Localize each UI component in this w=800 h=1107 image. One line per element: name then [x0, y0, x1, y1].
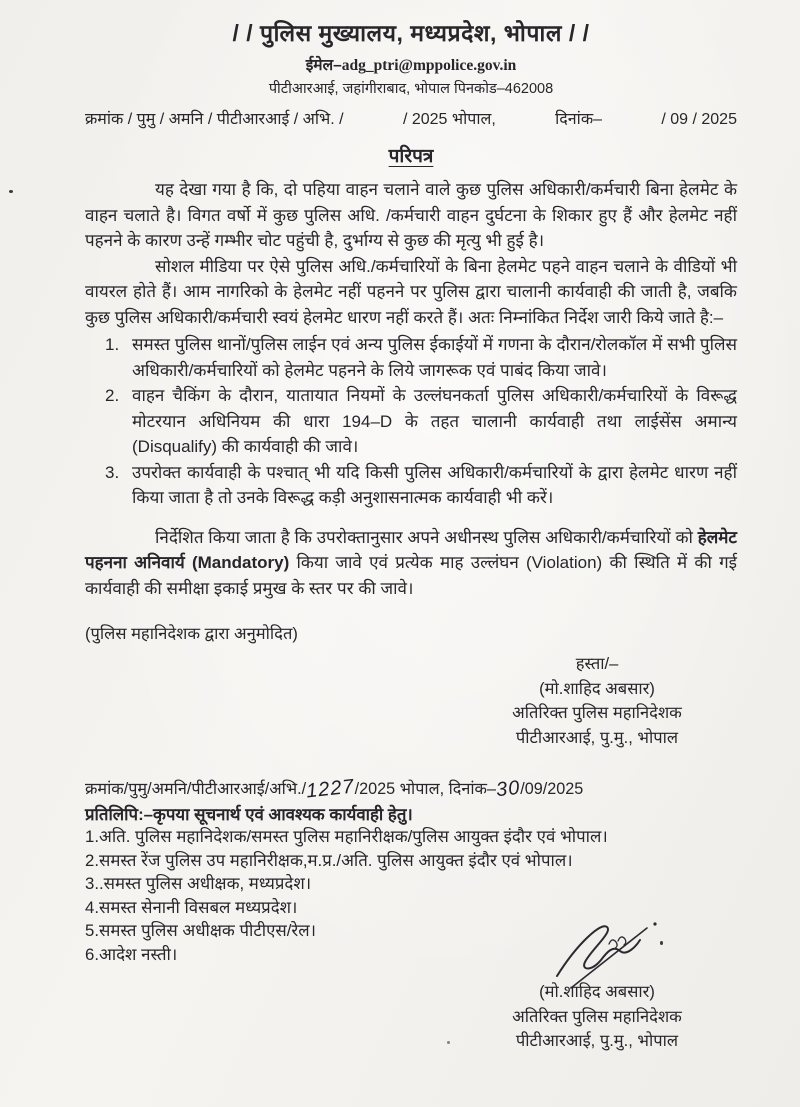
- copy-item-4: 4.समस्त सेनानी विसबल मध्यप्रदेश।: [85, 897, 298, 917]
- copy-item-3: 3..समस्त पुलिस अधीक्षक, मध्यप्रदेश।: [85, 874, 312, 893]
- copy-item-2: 2.समस्त रेंज पुलिस उप महानिरीक्षक,म.प्र./अति. पुलिस आयुक्त इंदौर एवं भोपाल।: [85, 850, 573, 870]
- paragraph-2: सोशल मीडिया पर ऐसे पुलिस अधि./कर्मचारियों के बिना हेलमेट पहने वाहन चलाने के वीडियों भी वायरल होते हैं। आम नागरिको के हेलमेट नहीं पहनने पर पुलिस द्वारा चालानी कार्यवाही की जाती है, जबकि कुछ पुलिस अधिकारी/कर्मचारी स्वयं हेलमेट धारण नहीं करते हैं। अतः निम्नांकित निर्देश जारी किये जाते है:–: [85, 256, 737, 327]
- copy-item-6: 6.आदेश नस्ती।: [85, 944, 178, 964]
- signature-scribble: [543, 918, 673, 996]
- scan-speck: [660, 941, 663, 945]
- document-title: परिपत्र: [388, 146, 434, 167]
- paragraph-3-prefix: निर्देशित किया जाता है कि उपरोक्तानुसार अपने अधीनस्थ पुलिस अधिकारी/कर्मचारियों को: [155, 527, 698, 547]
- dispatch-reference-line: [85, 775, 737, 803]
- ref1-middle: / 2025 भोपाल,: [402, 111, 496, 128]
- directive-number-1: 1.: [105, 335, 120, 354]
- paragraph-1: यह देखा गया है कि, दो पहिया वाहन चलाने वाले कुछ पुलिस अधिकारी/कर्मचारी बिना हेलमेट के वाहन चलाते है। विगत वर्षो में कुछ पुलिस अधि. /कर्मचारी वाहन दुर्घटना के शिकार हुए हैं और हेलमेट नहीं पहनने के कारण उन्हें गम्भीर चोट पहुंची है, दुर्भाग्य से कुछ की मृत्यु भी हुई है।: [85, 180, 737, 250]
- copy-to-heading: प्रतिलिपि:–कृपया सूचनार्थ एवं आवश्यक कार्यवाही हेतु।: [85, 805, 413, 824]
- directive-item-3: [105, 460, 737, 511]
- copy-item-5: 5.समस्त पुलिस अधीक्षक पीटीएस/रेल।: [85, 921, 317, 940]
- directive-number-2: 2.: [105, 386, 120, 405]
- reference-number-line: [85, 107, 737, 129]
- handwritten-day: 30: [495, 776, 522, 802]
- signed-label: हस्ता/–: [575, 655, 619, 673]
- ref1-suffix: / 09 / 2025: [661, 111, 737, 128]
- directive-list: [105, 332, 737, 511]
- scan-speck: [447, 1041, 450, 1044]
- directive-text-2: वाहन चैकिंग के दौरान, यातायात नियमों के उल्लंघनकर्ता पुलिस अधिकारी/कर्मचारियों के विरूद्ध मोटरयान अधिनियम की धारा 194–D के तहत चालानी कार्यवाही तथा लाईसेंस अमान्य (Disqualify) की कार्यवाही की जावे।: [132, 386, 737, 456]
- directive-item-2: [105, 383, 737, 460]
- ref2-prefix: क्रमांक/पुमु/अमनि/पीटीआरआई/अभि./: [85, 780, 307, 798]
- office-address: पीटीआरआई, जहांगीराबाद, भोपाल पिनकोड–462008: [268, 81, 554, 97]
- copy-item-1: 1.अति. पुलिस महानिदेशक/समस्त पुलिस महानिरीक्षक/पुलिस आयुक्त इंदौर एवं भोपाल।: [85, 827, 608, 846]
- signatory-name: (मो.शाहिद अबसार): [539, 679, 655, 698]
- mandatory-emphasis: हेलमेट पहनना अनिवार्य (Mandatory): [85, 527, 737, 572]
- signature-block-bottom: [457, 980, 737, 1054]
- directive-text-3: उपरोक्त कार्यवाही के पश्चात् भी यदि किसी पुलिस अधिकारी/कर्मचारियों के द्वारा हेलमेट धारण नहीं किया जाता है तो उनके विरूद्ध कड़ी अनुशासनात्मक कार्यवाही भी करें।: [132, 462, 737, 507]
- signatory-designation: अतिरिक्त पुलिस महानिदेशक: [512, 1007, 682, 1026]
- scan-speck: [9, 190, 13, 193]
- ref2-middle: /2025 भोपाल, दिनांक–: [354, 780, 496, 798]
- ref1-prefix: क्रमांक / पुमु / अमनि / पीटीआरआई / अभि. /: [85, 111, 344, 128]
- signature-block-top: [457, 652, 737, 750]
- ref2-suffix: /09/2025: [520, 780, 584, 798]
- signatory-office: पीटीआरआई, पु.मु., भोपाल: [515, 1032, 679, 1050]
- paragraph-3-suffix: किया जावे एवं प्रत्येक माह उल्लंघन (Violation) की स्थिति में की गई कार्यवाही की समीक्षा इकाई प्रमुख के स्तर पर की जावे।: [85, 553, 737, 598]
- directive-item-1: [105, 332, 737, 383]
- paragraph-3: [85, 525, 737, 602]
- email-line: [85, 53, 737, 75]
- signatory-name: (मो.शाहिद अबसार): [539, 983, 655, 1001]
- handwritten-ref-number: 1227: [305, 775, 356, 803]
- email-label: ईमेल–: [305, 57, 342, 74]
- directive-number-3: 3.: [105, 462, 120, 482]
- office-header-title: / / पुलिस मुख्यालय, मध्यप्रदेश, भोपाल / /: [232, 20, 590, 46]
- directive-text-1: समस्त पुलिस थानों/पुलिस लाईन एवं अन्य पुलिस ईकाईयों में गणना के दौरान/रोलकॉल में सभी पुलिस अधिकारी/कर्मचारियों को हेलमेट पहनने के लिये जागरूक एवं पाबंद किया जावे।: [132, 335, 737, 380]
- signatory-office: पीटीआरआई, पु.मु., भोपाल: [515, 728, 679, 747]
- signatory-designation: अतिरिक्त पुलिस महानिदेशक: [512, 704, 682, 722]
- ref1-date-label: दिनांक–: [555, 111, 603, 128]
- dgp-approval-note: (पुलिस महानिदेशक द्वारा अनुमोदित): [85, 625, 298, 643]
- email-address: adg_ptri@mppolice.gov.in: [341, 57, 517, 74]
